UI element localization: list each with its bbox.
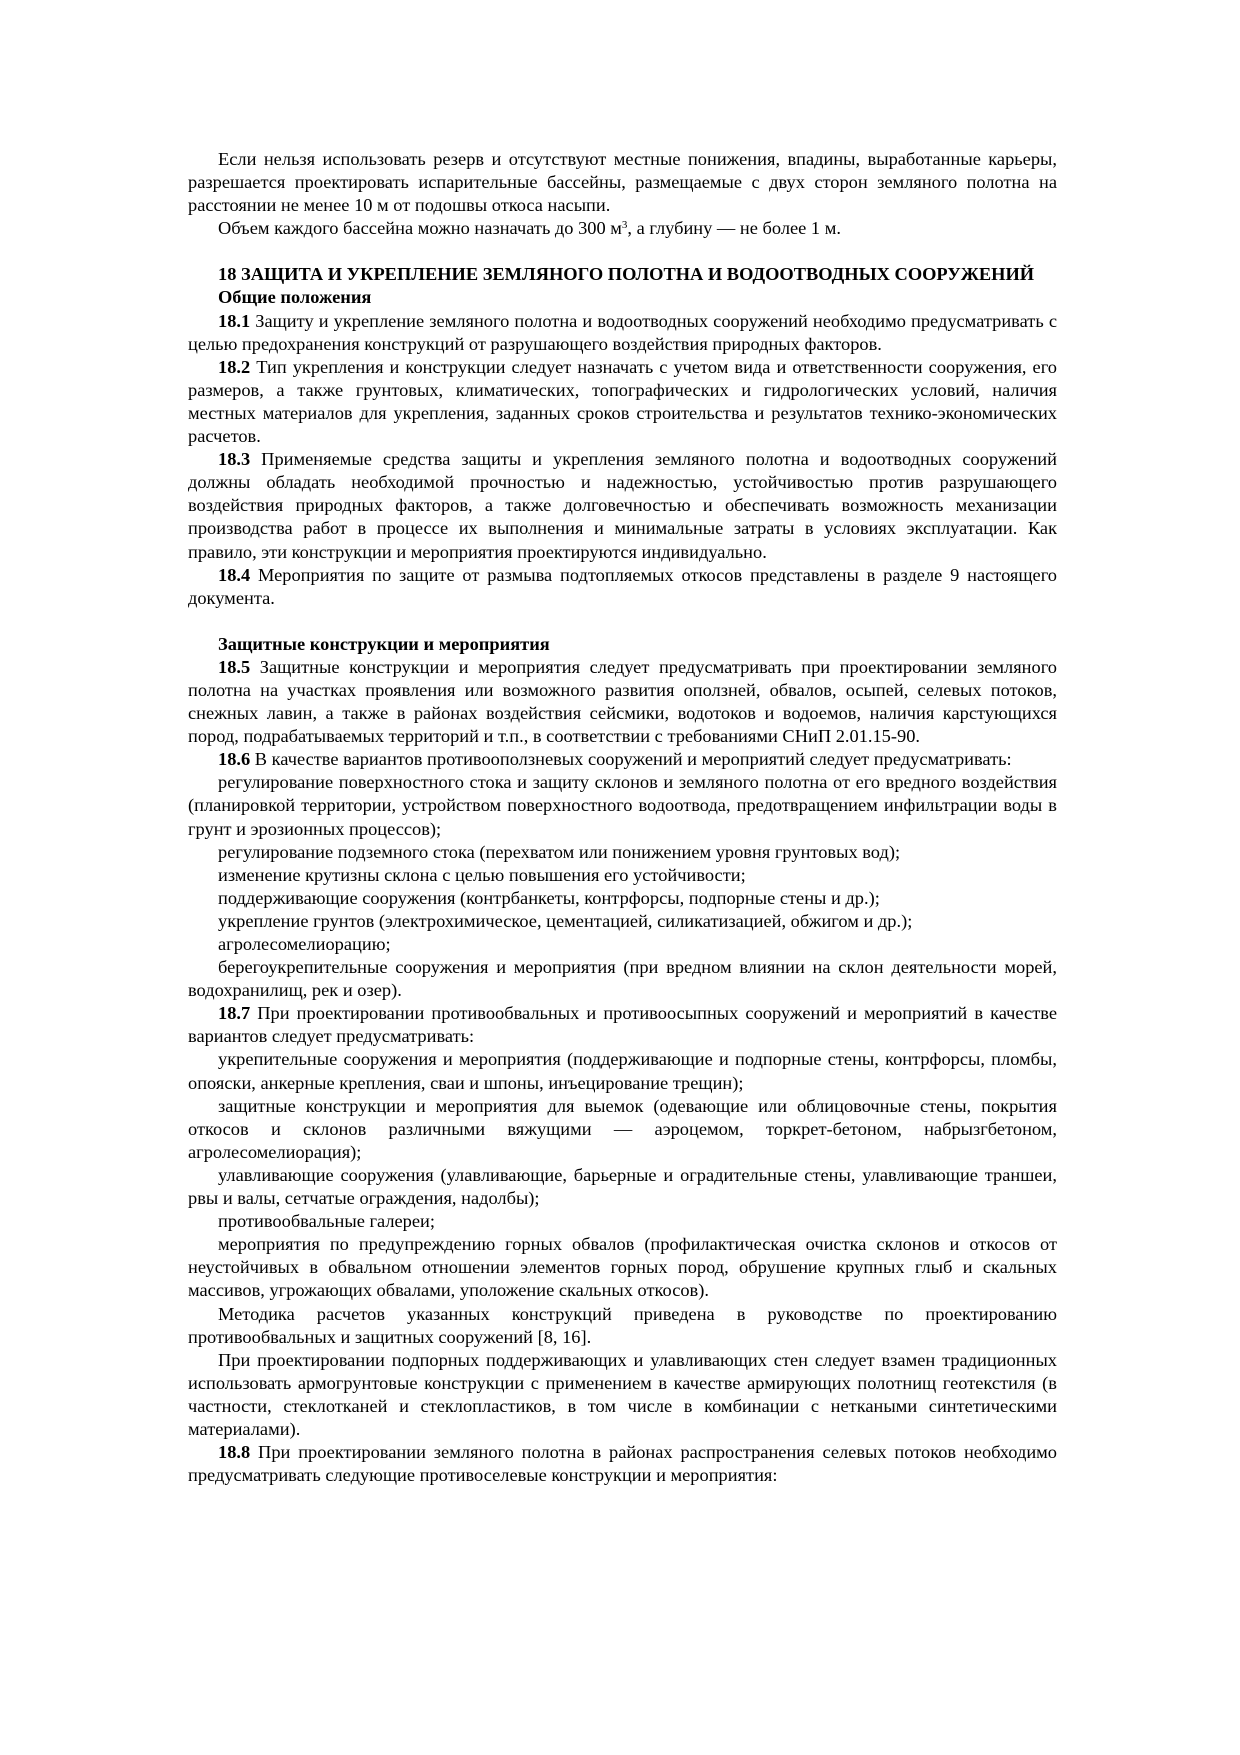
- clause-text: Применяемые средства защиты и укрепления земляного полотна и водоотводных сооружений должны обладать необходимой прочностью и надежностью, устойчивостью против разрушающего воздействия природных факторов, а также долговечностью и обеспечивать возможность механизации производства работ в процессе их выполнения и минимальные затраты в условиях эксплуатации. Как правило, эти конструкции и мероприятия проектируются индивидуально.: [188, 449, 1057, 562]
- clause-text: Защитные конструкции и мероприятия следует предусматривать при проектировании земляного полотна на участках проявления или возможного развития оползней, обвалов, осыпей, селевых потоков, снежных лавин, а также в районах воздействия сейсмики, водотоков и водоемов, наличия карстующихся пород, подрабатываемых территорий и т.п., в соответствии с требованиями СНиП 2.01.15-90.: [188, 656, 1057, 747]
- clause-text: Мероприятия по защите от размыва подтопляемых откосов представлены в разделе 9 настоящего документа.: [188, 564, 1057, 608]
- clause-text: При проектировании земляного полотна в районах распространения селевых потоков необходимо предусматривать следующие противоселевые конструкции и мероприятия:: [188, 1442, 1057, 1486]
- clause-text: При проектировании противообвальных и противоосыпных сооружений и мероприятий в качестве вариантов следует предусматривать:: [188, 1003, 1057, 1047]
- clause-number: 18.6: [218, 749, 251, 770]
- clause-text: Тип укрепления и конструкции следует назначать с учетом вида и ответственности сооружения, его размеров, а также грунтовых, климатических, топографических и гидрологических условий, наличия местных материалов для укрепления, заданных сроков строительства и результатов технико-экономических расчетов.: [188, 356, 1057, 447]
- clause-18-5: [188, 656, 1057, 748]
- list-item: противообвальные галереи;: [218, 1211, 435, 1232]
- list-item: защитные конструкции и мероприятия для выемок (одевающие или облицовочные стены, покрытия откосов и склонов различными вяжущими — аэроцемом, торкрет-бетоном, набрызгбетоном, агролесомелиорация);: [188, 1095, 1057, 1162]
- clause-18-6: [188, 748, 1057, 771]
- list-item: агролесомелиорацию;: [218, 934, 391, 954]
- cubic-superscript: 3: [621, 219, 628, 232]
- clause-18-8: [188, 1441, 1057, 1487]
- clause-number: 18.1: [218, 310, 251, 331]
- list-item: поддерживающие сооружения (контрбанкеты, контрфорсы, подпорные стены и др.);: [218, 887, 880, 908]
- subheading-protective: Защитные конструкции и мероприятия: [218, 633, 550, 654]
- clause-text: В качестве вариантов противооползневых сооружений и мероприятий следует предусматривать:: [250, 749, 1012, 770]
- basin-volume-text: Объем каждого бассейна можно назначать до 300 м: [218, 218, 622, 239]
- clause-18-7: [188, 1002, 1057, 1048]
- list-item: улавливающие сооружения (улавливающие, барьерные и оградительные стены, улавливающие траншеи, рвы и валы, сетчатые ограждения, надолбы);: [188, 1164, 1057, 1209]
- list-item: регулирование подземного стока (перехватом или понижением уровня грунтовых вод);: [218, 841, 901, 862]
- document-page: [188, 148, 1057, 1487]
- list-item: изменение крутизны склона с целью повышения его устойчивости;: [218, 864, 746, 885]
- clause-18-2: [188, 356, 1057, 448]
- clause-text: Защиту и укрепление земляного полотна и водоотводных сооружений необходимо предусматривать с целью предохранения конструкций от разрушающего воздействия природных факторов.: [188, 310, 1057, 354]
- clause-number: 18.2: [218, 356, 251, 377]
- section-heading: 18 ЗАЩИТА И УКРЕПЛЕНИЕ ЗЕМЛЯНОГО ПОЛОТНА И ВОДООТВОДНЫХ СООРУЖЕНИЙ: [218, 264, 1035, 285]
- list-item: регулирование поверхностного стока и защиту склонов и земляного полотна от его вредного воздействия (планировкой территории, устройством поверхностного водоотвода, предотвращением инфильтрации воды в грунт и эрозионных процессов);: [188, 772, 1057, 839]
- clause-number: 18.8: [218, 1442, 251, 1463]
- paragraph-method: Методика расчетов указанных конструкций приведена в руководстве по проектированию противообвальных и защитных сооружений [8, 16].: [188, 1303, 1057, 1347]
- list-item: мероприятия по предупреждению горных обвалов (профилактическая очистка склонов и откосов от неустойчивых в обвальном отношении элементов горных пород, обрушение крупных глыб и скальных массивов, угрожающих обвалами, уположение скальных откосов).: [188, 1234, 1057, 1301]
- list-item: укрепительные сооружения и мероприятия (поддерживающие и подпорные стены, контрфорсы, пломбы, опояски, анкерные крепления, сваи и шпоны, инъецирование трещин);: [188, 1049, 1057, 1093]
- clause-number: 18.4: [218, 564, 251, 585]
- clause-18-4: [188, 564, 1057, 610]
- clause-number: 18.7: [218, 1003, 251, 1024]
- clause-number: 18.3: [218, 449, 251, 470]
- spacer: [188, 610, 1057, 633]
- list-item: берегоукрепительные сооружения и мероприятия (при вредном влиянии на склон деятельности морей, водохранилищ, рек и озер).: [188, 957, 1057, 1001]
- clause-18-1: [188, 310, 1057, 356]
- paragraph-reinforced-walls: При проектировании подпорных поддерживающих и улавливающих стен следует взамен традиционных использовать армогрунтовые конструкции с применением в качестве армирующих полотнищ геотекстиля (в частности, стеклотканей и стеклопластиков, в том числе в комбинации с неткаными синтетическими материалами).: [188, 1349, 1057, 1439]
- subheading-general: Общие положения: [218, 287, 372, 308]
- basin-depth-text: , а глубину — не более 1 м.: [627, 218, 841, 239]
- paragraph-evaporation-basins: Если нельзя использовать резерв и отсутствуют местные понижения, впадины, выработанные карьеры, разрешается проектировать испарительные бассейны, размещаемые с двух сторон земляного полотна на расстоянии не менее 10 м от подошвы откоса насыпи.: [188, 149, 1057, 216]
- list-item: укрепление грунтов (электрохимическое, цементацией, силикатизацией, обжигом и др.);: [218, 910, 913, 931]
- clause-number: 18.5: [218, 656, 251, 677]
- paragraph-basin-volume: [188, 217, 1057, 240]
- clause-18-3: [188, 448, 1057, 563]
